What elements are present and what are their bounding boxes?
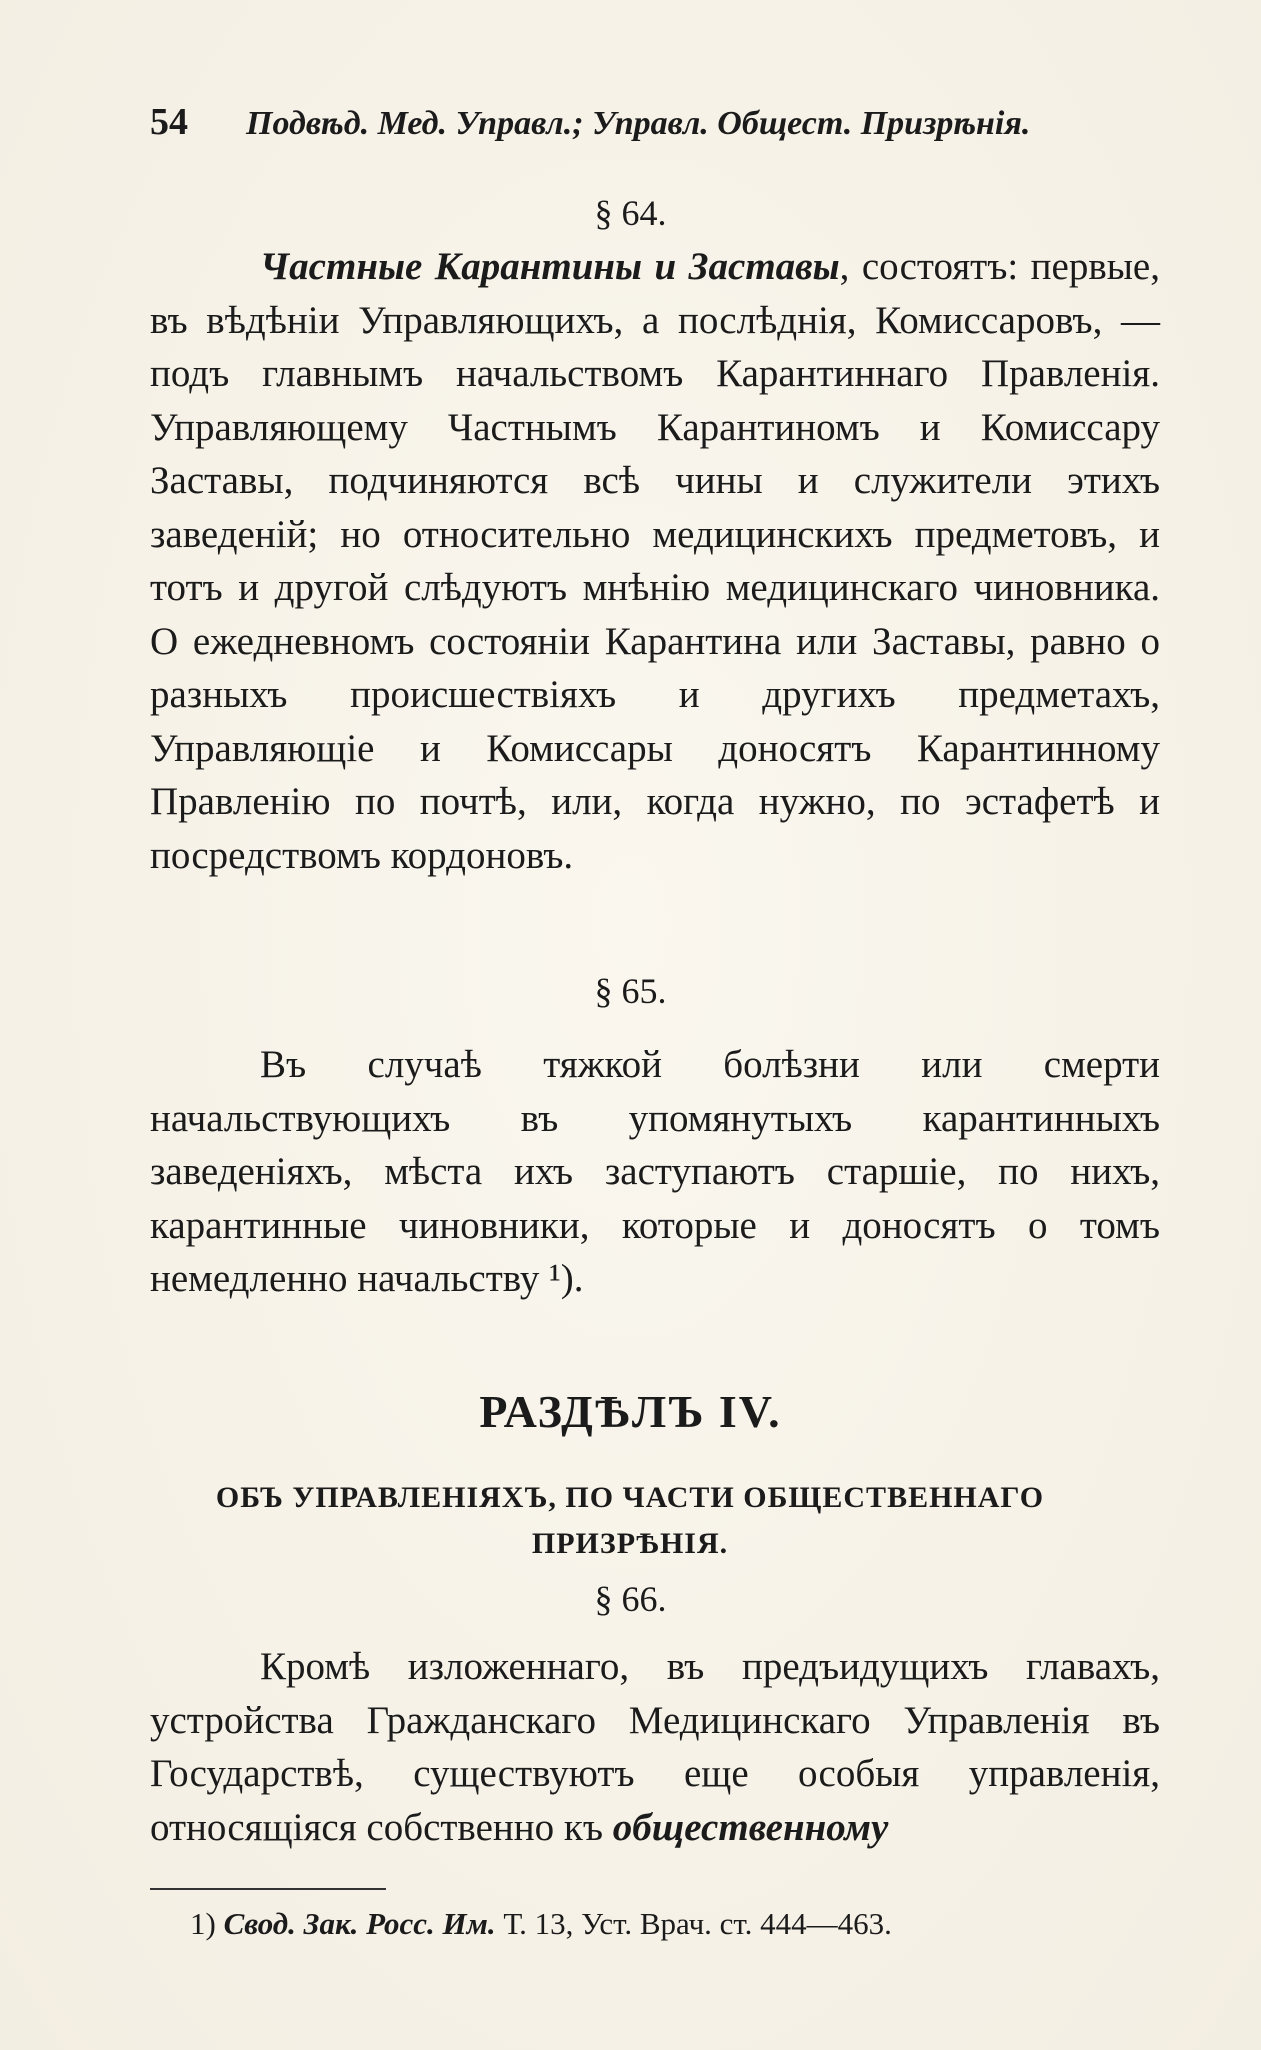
section-65-paragraph bbox=[150, 1038, 1160, 1306]
footnote-marker: 1) bbox=[190, 1906, 216, 1941]
section-65-mark: § 65. bbox=[594, 971, 667, 1011]
footnote-divider bbox=[150, 1888, 386, 1890]
section-65-text: Въ случаѣ тяжкой болѣзни или смерти начальствующихъ въ упомянутыхъ карантинныхъ заведеніяхъ, мѣста ихъ заступаютъ старшіе, по нихъ, карантинные чиновники, которые и доносятъ о томъ немедленно начальству ¹). bbox=[150, 1043, 1160, 1300]
section-64-text: , состоятъ: первые, въ вѣдѣніи Управляющихъ, а послѣднія, Комиссаровъ, — подъ главнымъ начальствомъ Карантиннаго Правленія. Управляющему Частнымъ Карантиномъ и Комиссару Заставы, подчиняются всѣ чины и служители этихъ заведеній; но относительно медицинскихъ предметовъ, и тотъ и другой слѣдуютъ мнѣнію медицинскаго чиновника. О ежедневномъ состояніи Карантина или Заставы, равно о разныхъ происшествіяхъ и другихъ предметахъ, Управляющіе и Комиссары доносятъ Карантинному Правленію по почтѣ, или, когда нужно, по эстафетѣ и посредствомъ кордоновъ. bbox=[150, 245, 1160, 877]
footnote bbox=[190, 1906, 892, 1942]
section-64-mark: § 64. bbox=[594, 193, 667, 233]
part-title: РАЗДѢЛЪ IV. bbox=[479, 1386, 782, 1437]
footnote-source: Свод. Зак. Росс. Им. bbox=[223, 1906, 496, 1941]
section-64-lead: Частные Карантины и Заставы bbox=[260, 245, 840, 288]
part-subtitle: ОБЪ УПРАВЛЕНІЯХЪ, ПО ЧАСТИ ОБЩЕСТВЕННАГО ПРИЗРѢНІЯ. bbox=[215, 1481, 1045, 1560]
page-header bbox=[150, 100, 1150, 144]
section-66-mark: § 66. bbox=[594, 1579, 667, 1619]
page-number: 54 bbox=[150, 101, 188, 143]
section-66-text: Кромѣ изложеннаго, въ предъидущихъ главахъ, устройства Гражданскаго Медицинскаго Управленія въ Государствѣ, существуютъ еще особыя управленія, относящіяся собственно къ bbox=[150, 1645, 1160, 1849]
section-66-paragraph bbox=[150, 1640, 1160, 1854]
section-66-tail: общественному bbox=[612, 1805, 889, 1849]
footnote-rest: Т. 13, Уст. Врач. ст. 444—463. bbox=[503, 1906, 892, 1941]
section-64-paragraph bbox=[150, 240, 1160, 882]
running-title: Подвѣд. Мед. Управл.; Управл. Общест. Призрѣнія. bbox=[246, 105, 1031, 142]
